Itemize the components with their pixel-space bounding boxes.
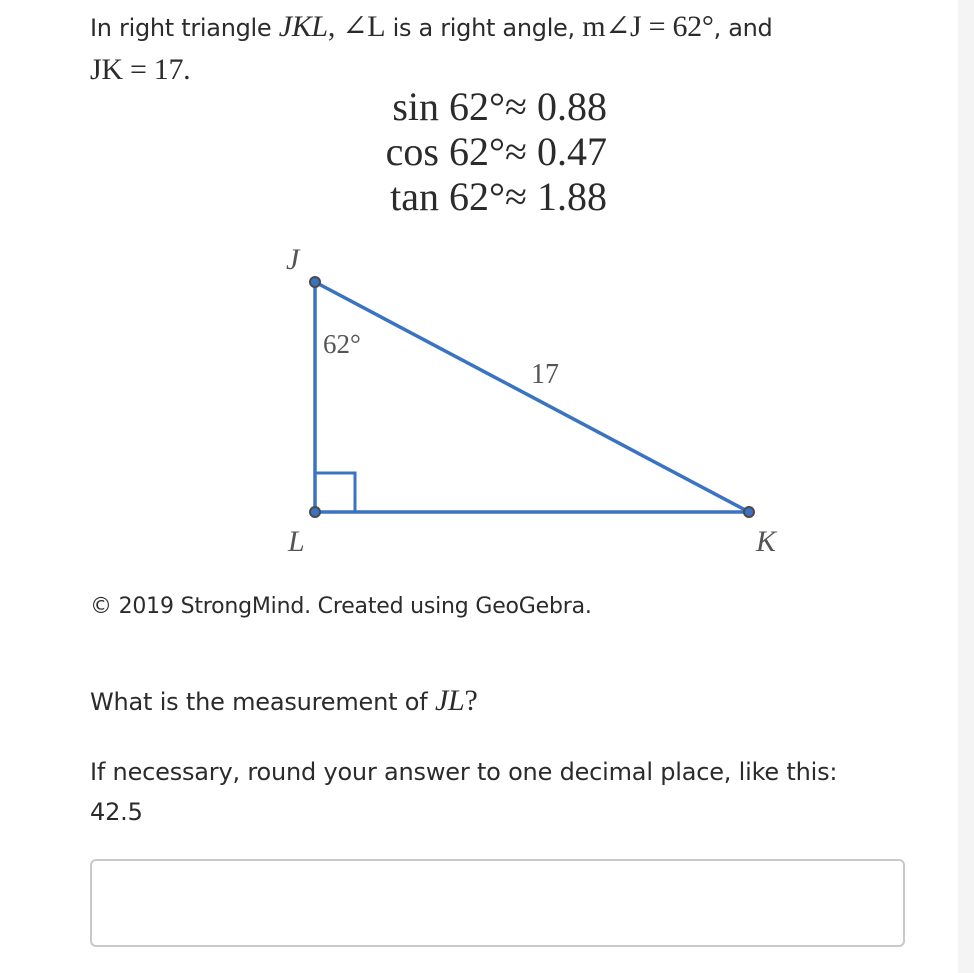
cos-label: cos 62° [385,129,505,174]
and-text: , and [713,14,773,42]
triangle-name: JKL [278,10,328,43]
vertex-l-label: L [288,525,305,558]
side-jk [315,282,749,512]
sin-value: ≈ 0.88 [505,84,607,129]
tan-value: ≈ 1.88 [505,174,607,219]
right-angle-text: is a right angle, [385,14,583,42]
hypotenuse-label: 17 [531,359,559,390]
rounding-instructions [90,752,940,832]
trig-row-sin [374,84,635,129]
vertex-k-label: K [756,525,777,558]
vertex-j-label: J [286,243,300,276]
answer-input[interactable] [90,859,905,947]
cos-value: ≈ 0.47 [505,129,607,174]
angle-j-expression: m∠J = 62° [582,10,714,43]
instructions-example: 42.5 [90,798,143,826]
comma: , [327,10,336,43]
segment-jl: JL [434,684,465,717]
vertex-j-point [310,277,320,287]
right-angle-marker [315,473,355,512]
sin-label: sin 62° [392,84,505,129]
side-expression: JK = 17 [90,53,184,86]
trig-table [374,84,635,219]
question-stem [90,6,950,92]
instructions-text: If necessary, round your answer to one decimal place, like this: [90,758,838,786]
period: . [183,53,191,86]
angle-l: ∠L [342,10,386,43]
trig-row-tan [374,174,635,219]
figure-credit: © 2019 StrongMind. Created using GeoGebra. [90,594,592,619]
question-prompt [90,684,478,718]
intro-text: In right triangle [90,14,279,42]
prompt-question-mark: ? [464,684,478,717]
vertex-l-point [310,507,320,517]
prompt-text: What is the measurement of [90,688,435,716]
angle-j-label: 62° [323,329,361,359]
page-edge [958,0,974,973]
vertex-k-point [744,507,754,517]
tan-label: tan 62° [390,174,505,219]
triangle-figure [270,235,810,565]
trig-row-cos [374,129,635,174]
